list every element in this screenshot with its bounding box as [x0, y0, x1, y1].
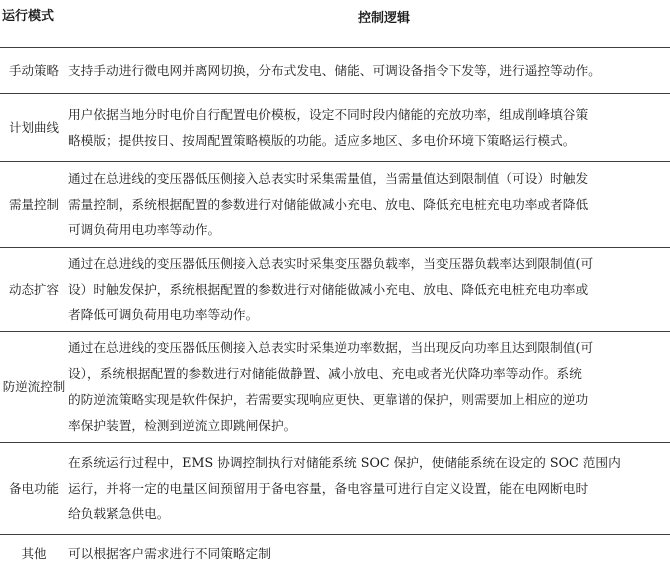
logic-text [68, 251, 670, 328]
mode-cell-demand-control [0, 162, 68, 248]
mode-cell-backup-power-function [0, 443, 68, 535]
table-row [0, 248, 670, 332]
logic-text [68, 335, 670, 438]
logic-text [68, 541, 670, 567]
mode-label: 计划曲线 [0, 118, 68, 137]
logic-line: 用户依据当地分时电价自行配置电价模板，设定不同时段内储能的充放功率，组成削峰填谷策 [68, 102, 670, 128]
logic-cell-demand-control [68, 162, 670, 248]
logic-cell-dynamic-capacity-expansion [68, 248, 670, 332]
table-row [0, 94, 670, 162]
logic-line: 者降低可调负荷用电功率等动作。 [68, 302, 670, 328]
table-row [0, 535, 670, 572]
table-row [0, 162, 670, 248]
mode-label: 防逆流控制 [0, 377, 68, 396]
header-label-operation-mode: 运行模式 [2, 0, 68, 27]
logic-cell-anti-reverse-flow-control [68, 332, 670, 443]
mode-cell-dynamic-capacity-expansion [0, 248, 68, 332]
logic-line: 的防逆流策略实现是软件保护，若需要实现响应更快、更靠谱的保护，则需要加上相应的逆功 [68, 387, 670, 413]
logic-line: 通过在总进线的变压器低压侧接入总表实时采集需量值，当需量值达到限制值（可设）时触发 [68, 166, 670, 192]
logic-line: 率保护装置，检测到逆流立即跳闸保护。 [68, 413, 670, 439]
header-label-control-logic: 控制逻辑 [358, 11, 410, 26]
mode-label: 手动策略 [0, 61, 68, 80]
mode-label: 动态扩容 [0, 280, 68, 299]
table-header-row [0, 0, 670, 48]
logic-line: 设）时触发保护，系统根据配置的参数进行对储能做减小充电、放电、降低充电桩充电功率或 [68, 277, 670, 303]
logic-line: 可以根据客户需求进行不同策略定制 [68, 541, 670, 567]
logic-line: 可调负荷用电功率等动作。 [68, 217, 670, 243]
logic-text [68, 166, 670, 243]
logic-line: 支持手动进行微电网并离网切换，分布式发电、储能、可调设备指令下发等，进行遥控等动作。 [68, 58, 670, 84]
logic-cell-other [68, 535, 670, 572]
logic-line: 通过在总进线的变压器低压侧接入总表实时采集变压器负载率，当变压器负载率达到限制值(可 [68, 251, 670, 277]
mode-label: 其他 [0, 544, 68, 563]
logic-text [68, 450, 670, 527]
logic-text [68, 102, 670, 154]
table-row [0, 48, 670, 94]
mode-cell-anti-reverse-flow-control [0, 332, 68, 443]
table-row [0, 443, 670, 535]
logic-line: 给负载紧急供电。 [68, 501, 670, 527]
mode-label: 需量控制 [0, 195, 68, 214]
header-cell-operation-mode [0, 0, 68, 48]
logic-line: 运行，并将一定的电量区间预留用于备电容量，备电容量可进行自定义设置，能在电网断电时 [68, 476, 670, 502]
logic-line: 通过在总进线的变压器低压侧接入总表实时采集逆功率数据，当出现反向功率且达到限制值(可 [68, 335, 670, 361]
mode-cell-manual-strategy [0, 48, 68, 94]
mode-cell-other [0, 535, 68, 572]
logic-cell-manual-strategy [68, 48, 670, 94]
mode-label: 备电功能 [0, 479, 68, 498]
logic-cell-plan-curve [68, 94, 670, 162]
logic-line: 设），系统根据配置的参数进行对储能做静置、减小放电、充电或者光伏降功率等动作。系统 [68, 361, 670, 387]
mode-cell-plan-curve [0, 94, 68, 162]
table-row [0, 332, 670, 443]
logic-line: 需量控制，系统根据配置的参数进行对储能做减小充电、放电、降低充电桩充电功率或者降低 [68, 192, 670, 218]
logic-cell-backup-power-function [68, 443, 670, 535]
logic-line: 略模版；提供按日、按周配置策略模版的功能。适应多地区、多电价环境下策略运行模式。 [68, 128, 670, 154]
header-cell-control-logic [68, 0, 670, 48]
logic-text [68, 58, 670, 84]
logic-line: 在系统运行过程中，EMS 协调控制执行对储能系统 SOC 保护，使储能系统在设定的 SOC 范围内 [68, 450, 670, 476]
